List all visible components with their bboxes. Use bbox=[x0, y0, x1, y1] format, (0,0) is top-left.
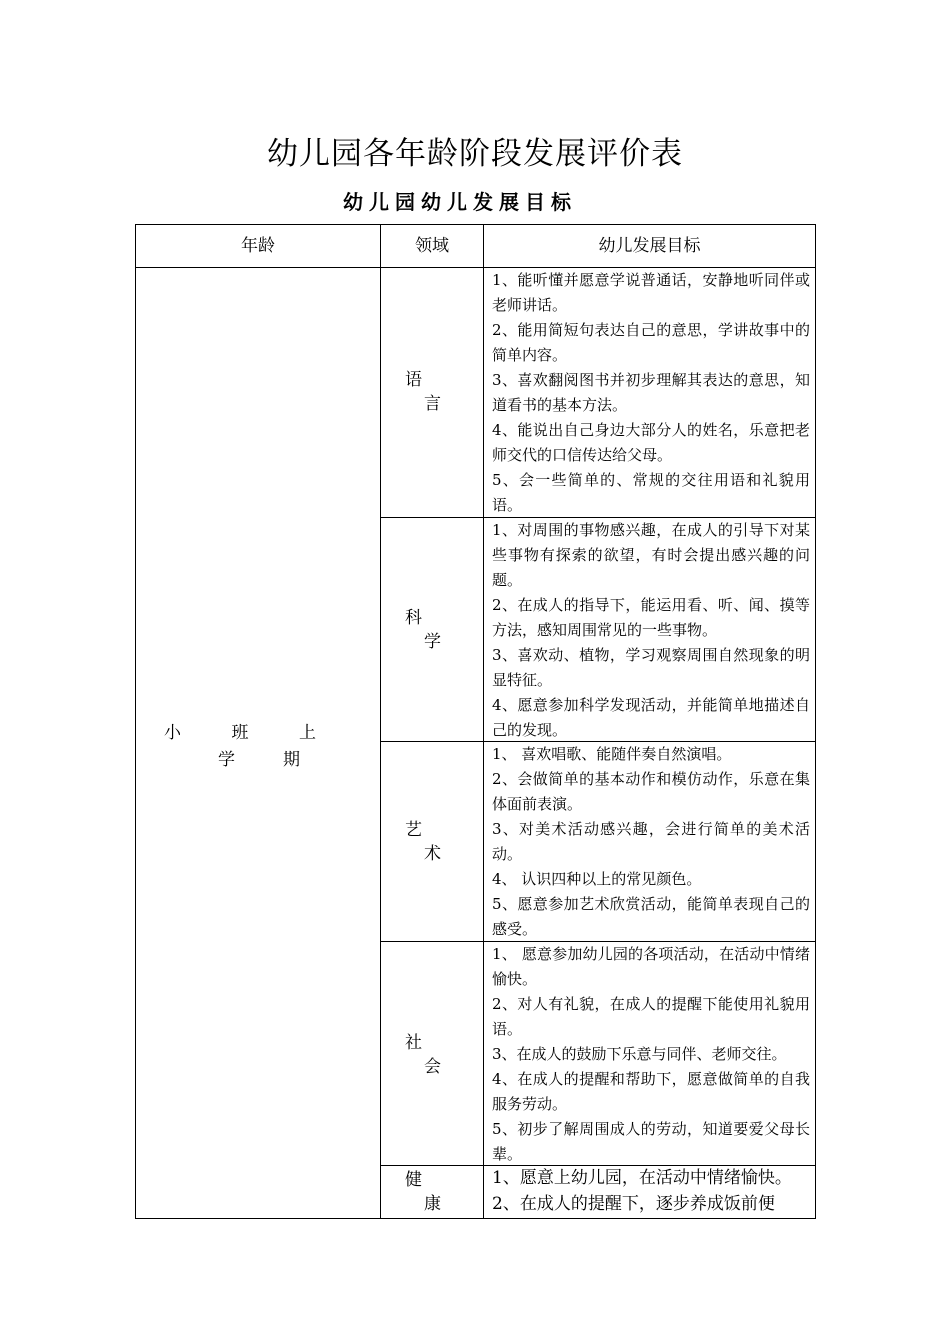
goals-language bbox=[492, 268, 810, 518]
header-age: 年龄 bbox=[241, 236, 275, 256]
age-char: 小 bbox=[164, 723, 181, 743]
goal-item: 2、在成人的提醒下，逐步养成饭前便 bbox=[492, 1193, 775, 1214]
goal-item: 3、喜欢动、植物，学习观察周围自然现象的明显特征。 bbox=[492, 646, 810, 689]
header-goals: 幼儿发展目标 bbox=[598, 236, 701, 256]
table-border-right bbox=[815, 224, 816, 1219]
goal-item: 5、会一些简单的、常规的交往用语和礼貌用语。 bbox=[492, 471, 810, 514]
age-group-cell bbox=[136, 718, 380, 770]
page-title: 幼儿园各年龄阶段发展评价表 bbox=[267, 136, 683, 172]
age-char: 上 bbox=[299, 723, 316, 743]
domain-health: 健 康 bbox=[405, 1170, 441, 1214]
domain-art: 艺 术 bbox=[405, 820, 441, 864]
goal-item: 1、 喜欢唱歌、能随伴奏自然演唱。 bbox=[492, 745, 732, 763]
goals-art bbox=[492, 742, 810, 942]
domain-society: 社 会 bbox=[405, 1033, 441, 1077]
goal-item: 5、初步了解周围成人的劳动，知道要爱父母长辈。 bbox=[492, 1120, 810, 1163]
age-char: 班 bbox=[231, 723, 249, 743]
goal-item: 1、对周围的事物感兴趣，在成人的引导下对某些事物有探索的欲望，有时会提出感兴趣的问题。 bbox=[492, 521, 810, 589]
goal-item: 2、会做简单的基本动作和模仿动作，乐意在集体面前表演。 bbox=[492, 770, 810, 813]
goals-society bbox=[492, 942, 810, 1167]
goal-item: 1、愿意上幼儿园，在活动中情绪愉快。 bbox=[492, 1168, 792, 1188]
goal-item: 3、在成人的鼓励下乐意与同伴、老师交往。 bbox=[492, 1045, 787, 1063]
goal-item: 1、能听懂并愿意学说普通话，安静地听同伴或老师讲话。 bbox=[492, 271, 810, 314]
goal-item: 2、对人有礼貌，在成人的提醒下能使用礼貌用语。 bbox=[492, 995, 810, 1038]
goal-item: 4、愿意参加科学发现活动，并能简单地描述自己的发现。 bbox=[492, 696, 810, 739]
goals-health bbox=[492, 1166, 810, 1217]
goal-item: 5、愿意参加艺术欣赏活动，能简单表现自己的感受。 bbox=[492, 895, 810, 938]
header-domain: 领域 bbox=[415, 236, 449, 256]
age-char: 期 bbox=[283, 750, 300, 770]
domain-science: 科 学 bbox=[405, 608, 441, 652]
goal-item: 3、对美术活动感兴趣，会进行简单的美术活动。 bbox=[492, 820, 810, 863]
age-char: 学 bbox=[218, 750, 235, 770]
goal-item: 3、喜欢翻阅图书并初步理解其表达的意思，知道看书的基本方法。 bbox=[492, 371, 810, 414]
table-border-bottom bbox=[135, 1218, 816, 1219]
goal-item: 4、 认识四种以上的常见颜色。 bbox=[492, 870, 702, 888]
goals-science bbox=[492, 518, 810, 743]
goal-item: 4、能说出自己身边大部分人的姓名，乐意把老师交代的口信传达给父母。 bbox=[492, 421, 810, 464]
goal-item: 2、能用简短句表达自己的意思，学讲故事中的简单内容。 bbox=[492, 321, 810, 364]
domain-language: 语 言 bbox=[405, 370, 441, 414]
goal-item: 4、在成人的提醒和帮助下，愿意做简单的自我服务劳动。 bbox=[492, 1070, 810, 1113]
goal-item: 2、在成人的指导下，能运用看、听、闻、摸等方法，感知周围常见的一些事物。 bbox=[492, 596, 810, 639]
page-subtitle: 幼儿园幼儿发展目标 bbox=[343, 190, 577, 214]
goal-item: 1、 愿意参加幼儿园的各项活动，在活动中情绪愉快。 bbox=[492, 945, 810, 988]
